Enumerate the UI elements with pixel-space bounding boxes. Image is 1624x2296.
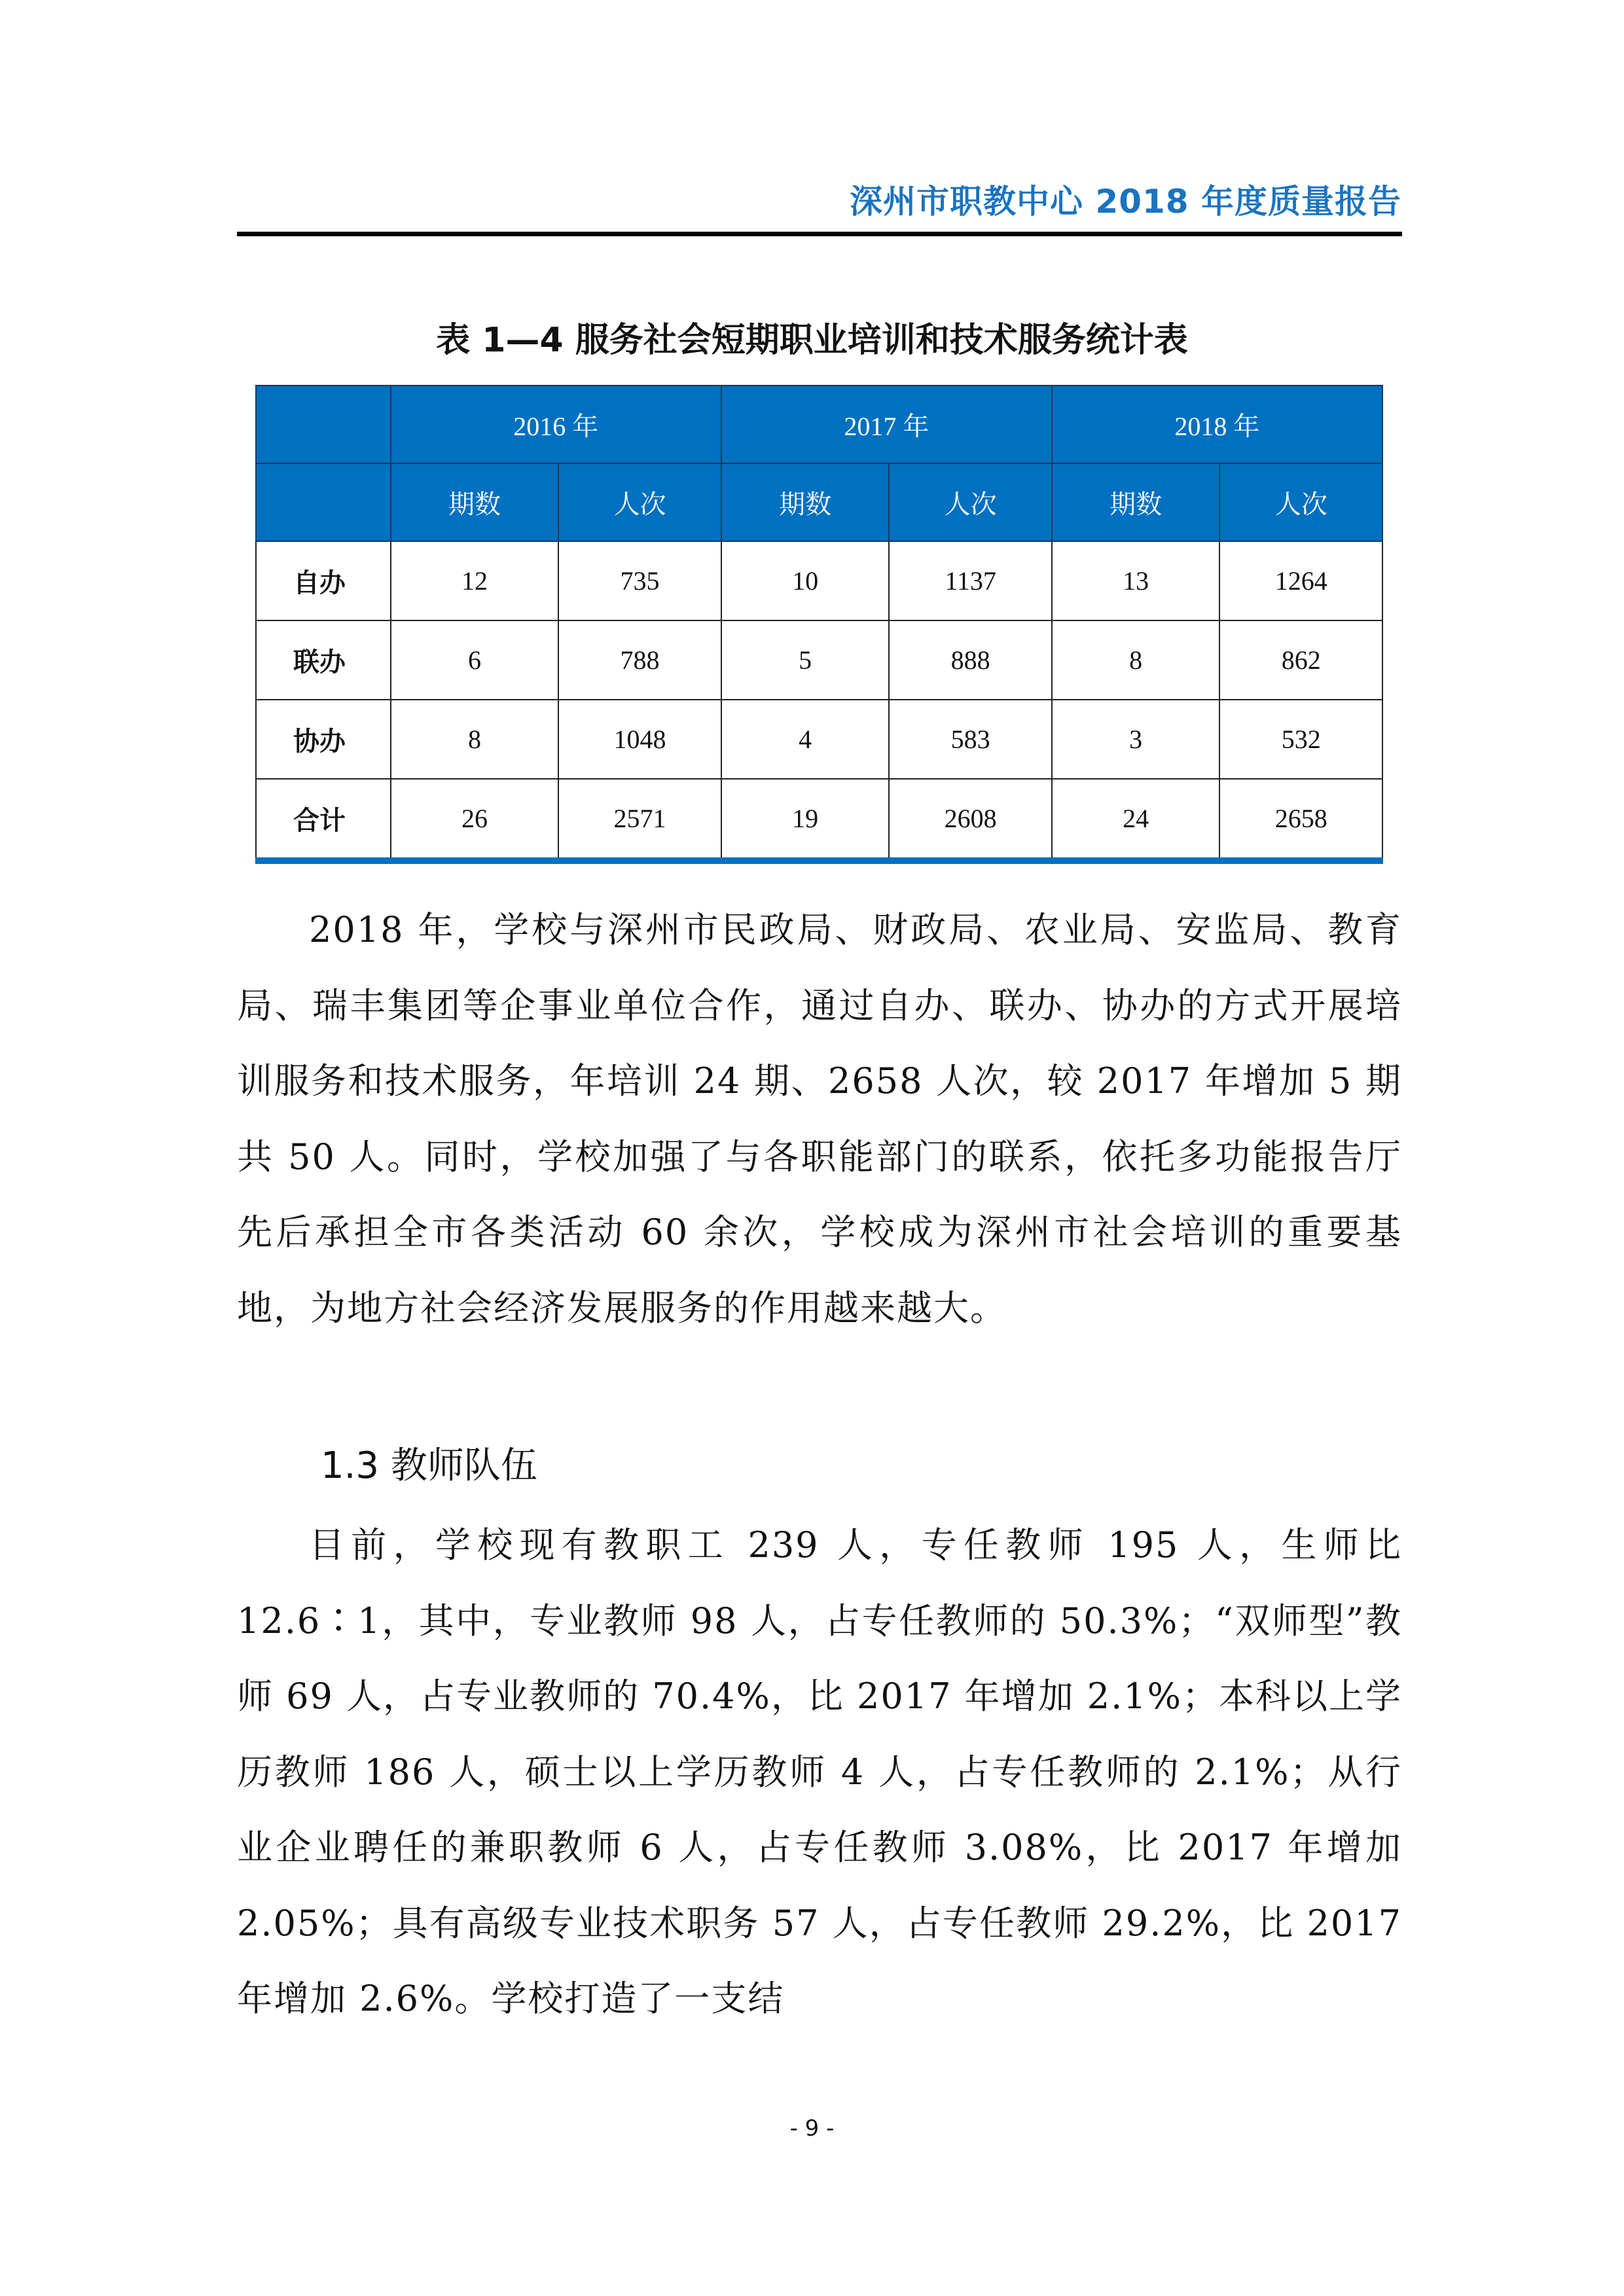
row-label: 自办 xyxy=(256,541,391,620)
year-header: 2017 年 xyxy=(721,386,1052,463)
training-stats-table xyxy=(255,385,1383,864)
table-cell: 24 xyxy=(1052,779,1220,861)
table-row xyxy=(256,541,1382,620)
header-divider xyxy=(237,232,1402,236)
table-cell: 735 xyxy=(558,541,721,620)
page-number: - 9 - xyxy=(789,2115,835,2142)
table-cell: 13 xyxy=(1052,541,1220,620)
column-header: 期数 xyxy=(391,463,559,541)
total-row xyxy=(256,779,1382,861)
table-row xyxy=(256,620,1382,700)
table-cell: 862 xyxy=(1219,620,1382,700)
table-cell: 10 xyxy=(721,541,890,620)
year-header: 2018 年 xyxy=(1052,386,1382,463)
table-cell: 8 xyxy=(391,700,559,779)
table-cell: 3 xyxy=(1052,700,1220,779)
table-cell: 788 xyxy=(558,620,721,700)
table-cell: 2608 xyxy=(889,779,1051,861)
table-cell: 19 xyxy=(721,779,890,861)
body-paragraph: 目前，学校现有教职工 239 人，专任教师 195 人，生师比 12.6∶1，其中，专业教师 98 人，占专任教师的 50.3%；“双师型”教师 69 人，占专业教师的 70.4%，比 2017 年增加 2.1%；本科以上学历教师 186 人，硕士以上学历教师 4 人，占专任教师的 2.1%；从行业企业聘任的兼职教师 6 人，占专任教师 3.08%，比 2017 年增加 2.05%；具有高级专业技术职务 57 人，占专任教师 29.2%，比 2017 年增加 2.6%。学校打造了一支结 xyxy=(237,1524,1402,2019)
body-paragraph: 2018 年，学校与深州市民政局、财政局、农业局、安监局、教育局、瑞丰集团等企事业单位合作，通过自办、联办、协办的方式开展培训服务和技术服务，年培训 24 期、2658 人次，较 2017 年增加 5 期共 50 人。同时，学校加强了与各职能部门的联系，依托多功能报告厅先后承担全市各类活动 60 余次，学校成为深州市社会培训的重要基地，为地方社会经济发展服务的作用越来越大。 xyxy=(237,909,1402,1329)
table-cell: 2571 xyxy=(558,779,721,861)
table-cell: 1264 xyxy=(1219,541,1382,620)
row-label: 协办 xyxy=(256,700,391,779)
column-header: 人次 xyxy=(1219,463,1382,541)
report-header-title: 深州市职教中心 2018 年度质量报告 xyxy=(850,183,1401,221)
table-caption: 表 1—4 服务社会短期职业培训和技术服务统计表 xyxy=(436,321,1188,360)
table-cell: 532 xyxy=(1219,700,1382,779)
table-cell: 8 xyxy=(1052,620,1220,700)
column-header: 人次 xyxy=(558,463,721,541)
table-cell: 1048 xyxy=(558,700,721,779)
year-header: 2016 年 xyxy=(391,386,721,463)
year-header-row xyxy=(256,386,1382,463)
corner-cell xyxy=(256,463,391,541)
column-header: 人次 xyxy=(889,463,1051,541)
table-cell: 888 xyxy=(889,620,1051,700)
table-cell: 583 xyxy=(889,700,1051,779)
table-cell: 4 xyxy=(721,700,890,779)
section-heading: 1.3 教师队伍 xyxy=(321,1444,537,1487)
table-cell: 12 xyxy=(391,541,559,620)
table-row xyxy=(256,700,1382,779)
subheader-row xyxy=(256,463,1382,541)
table-cell: 2658 xyxy=(1219,779,1382,861)
row-label: 联办 xyxy=(256,620,391,700)
row-label: 合计 xyxy=(256,779,391,861)
corner-cell xyxy=(256,386,391,463)
table-cell: 5 xyxy=(721,620,890,700)
table-cell: 1137 xyxy=(889,541,1051,620)
table-cell: 6 xyxy=(391,620,559,700)
column-header: 期数 xyxy=(1052,463,1220,541)
column-header: 期数 xyxy=(721,463,890,541)
table-cell: 26 xyxy=(391,779,559,861)
